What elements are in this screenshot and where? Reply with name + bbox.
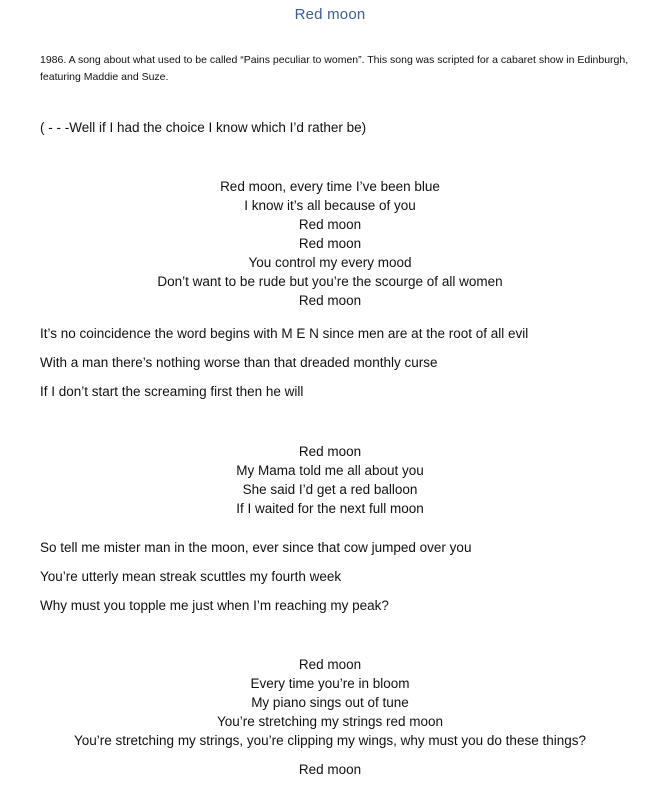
- lyric-line: Red moon: [298, 236, 362, 251]
- lyric-line: My Mama told me all about you: [236, 463, 424, 478]
- lyric-line: With a man there’s nothing worse than that dreaded monthly curse: [40, 355, 438, 370]
- lyric-line: I know it’s all because of you: [244, 198, 416, 213]
- lyric-line: You’re stretching my strings, you’re clipping my wings, why must you do these things?: [74, 733, 586, 748]
- chorus-block-3: [0, 655, 660, 750]
- chorus-block-1: [0, 177, 660, 310]
- lyric-line: You control my every mood: [248, 255, 412, 270]
- chorus-block-2: [0, 442, 660, 518]
- lyric-line: Why must you topple me just when I’m reaching my peak?: [40, 598, 389, 613]
- lyric-line: You’re stretching my strings red moon: [216, 714, 444, 729]
- lyric-line: If I don’t start the screaming first then he will: [40, 384, 304, 399]
- lyric-line: Every time you’re in bloom: [250, 676, 410, 691]
- lyric-line: So tell me mister man in the moon, ever since that cow jumped over you: [40, 540, 472, 555]
- verse-block-1: [40, 324, 640, 411]
- lyric-line: Red moon: [298, 657, 362, 672]
- verse-block-2: [40, 538, 640, 625]
- document-title: Red moon: [294, 6, 366, 23]
- lyric-line: Red moon, every time I’ve been blue: [220, 179, 440, 194]
- final-lyric-line: Red moon: [298, 762, 362, 777]
- lyric-line: You’re utterly mean streak scuttles my fourth week: [40, 569, 342, 584]
- aside-line: ( - - -Well if I had the choice I know which I’d rather be): [40, 120, 367, 135]
- lyric-line: She said I’d get a red balloon: [242, 482, 418, 497]
- intro-paragraph: 1986. A song about what used to be called “Pains peculiar to women”. This song was scripted for a cabaret show in Edinburgh, featuring Maddie and Suze.: [40, 54, 629, 83]
- lyric-line: Red moon: [298, 444, 362, 459]
- lyric-line: Red moon: [298, 217, 362, 232]
- lyric-line: If I waited for the next full moon: [236, 501, 424, 516]
- lyric-line: Don’t want to be rude but you’re the scourge of all women: [157, 274, 503, 289]
- lyric-line: My piano sings out of tune: [251, 695, 409, 710]
- lyric-line: Red moon: [298, 293, 362, 308]
- lyric-line: It’s no coincidence the word begins with M E N since men are at the root of all evil: [40, 326, 529, 341]
